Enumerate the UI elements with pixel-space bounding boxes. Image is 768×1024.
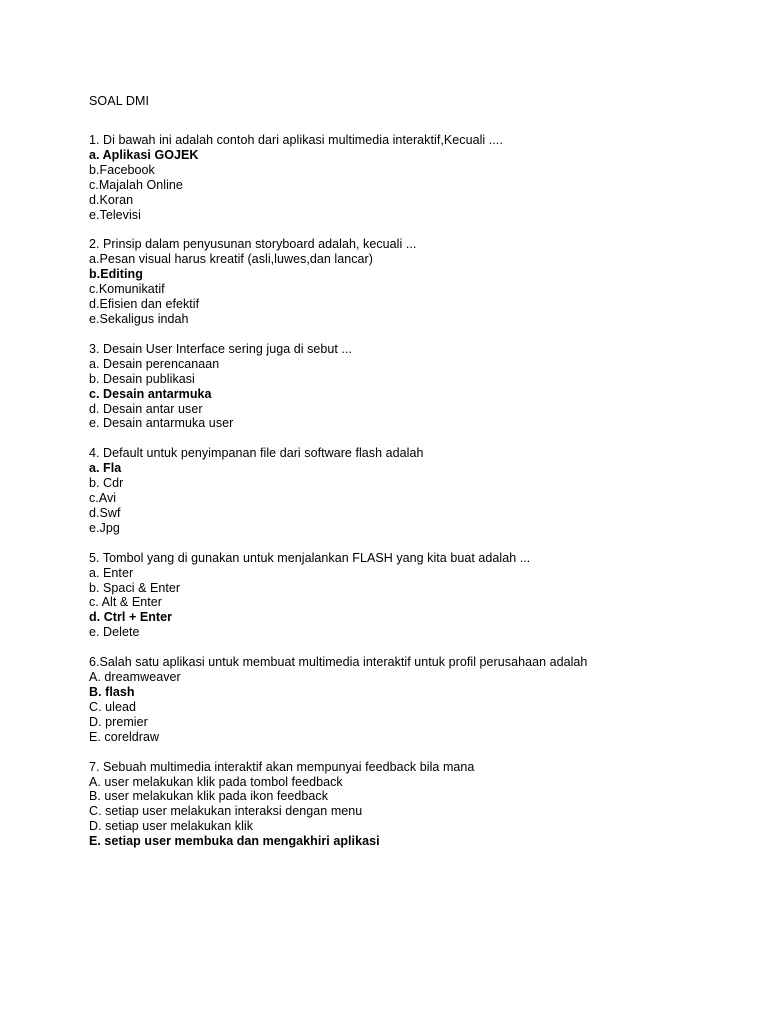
- option-d: D. premier: [89, 714, 148, 729]
- option-a: A. user melakukan klik pada tombol feedback: [89, 774, 343, 789]
- option-a: a.Pesan visual harus kreatif (asli,luwes,dan lancar): [89, 252, 373, 267]
- option-c: c.Komunikatif: [89, 282, 165, 297]
- question-text: 1. Di bawah ini adalah contoh dari aplikasi multimedia interaktif,Kecuali ....: [89, 133, 503, 147]
- option-b: b. Desain publikasi: [89, 371, 195, 386]
- document-title: SOAL DMI: [89, 94, 150, 108]
- option-e: E. coreldraw: [89, 729, 160, 744]
- option-d: d.Swf: [89, 505, 121, 520]
- question-text: 3. Desain User Interface sering juga di sebut ...: [89, 341, 353, 356]
- question-2: [89, 237, 749, 326]
- option-c: c.Avi: [89, 491, 117, 506]
- option-b: b.Facebook: [89, 162, 155, 177]
- option-c: c. Desain antarmuka: [89, 386, 212, 401]
- option-c: c. Alt & Enter: [89, 595, 162, 610]
- question-text: 6.Salah satu aplikasi untuk membuat multimedia interaktif untuk profil perusahaan adalah: [89, 655, 588, 670]
- option-c: C. setiap user melakukan interaksi dengan menu: [89, 804, 363, 819]
- option-e: e.Televisi: [89, 207, 141, 222]
- option-e: e.Sekaligus indah: [89, 311, 189, 326]
- option-e: e. Delete: [89, 625, 140, 640]
- question-3: [89, 342, 749, 431]
- option-b: b. Cdr: [89, 476, 124, 491]
- option-b: B. user melakukan klik pada ikon feedback: [89, 789, 328, 804]
- option-d: d. Ctrl + Enter: [89, 610, 173, 625]
- question-6: [89, 655, 749, 744]
- option-a: a. Aplikasi GOJEK: [89, 147, 199, 162]
- option-c: C. ulead: [89, 699, 136, 714]
- option-d: d.Koran: [89, 192, 134, 207]
- option-a: a. Fla: [89, 461, 122, 476]
- question-1: [89, 133, 749, 222]
- option-a: a. Desain perencanaan: [89, 356, 220, 371]
- option-b: b.Editing: [89, 267, 143, 282]
- option-c: c.Majalah Online: [89, 177, 183, 192]
- question-7: [89, 760, 749, 849]
- option-d: D. setiap user melakukan klik: [89, 819, 254, 834]
- option-b: B. flash: [89, 685, 135, 699]
- option-a: a. Enter: [89, 565, 134, 580]
- question-text: 4. Default untuk penyimpanan file dari software flash adalah: [89, 446, 424, 461]
- question-5: [89, 551, 749, 640]
- option-e: e.Jpg: [89, 520, 120, 535]
- question-4: [89, 446, 749, 535]
- question-text: 5. Tombol yang di gunakan untuk menjalankan FLASH yang kita buat adalah ...: [89, 550, 531, 565]
- option-e: E. setiap user membuka dan mengakhiri aplikasi: [89, 834, 380, 849]
- option-b: b. Spaci & Enter: [89, 580, 181, 595]
- document-page: [89, 94, 749, 864]
- option-a: A. dreamweaver: [89, 670, 181, 685]
- question-text: 2. Prinsip dalam penyusunan storyboard adalah, kecuali ...: [89, 237, 417, 252]
- option-e: e. Desain antarmuka user: [89, 416, 234, 431]
- option-d: d.Efisien dan efektif: [89, 297, 200, 312]
- question-text: 7. Sebuah multimedia interaktif akan mempunyai feedback bila mana: [89, 759, 475, 774]
- option-d: d. Desain antar user: [89, 401, 203, 416]
